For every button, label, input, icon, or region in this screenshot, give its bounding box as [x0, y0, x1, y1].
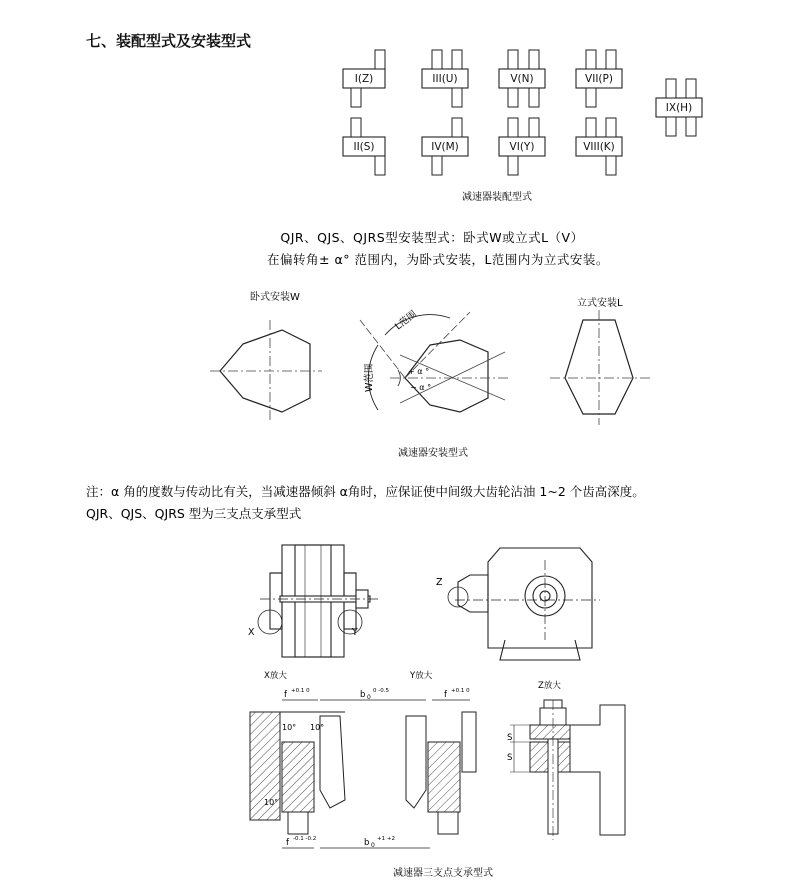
dim-f-top-2: f [444, 690, 447, 700]
x-zoom-label: X放大 [264, 671, 287, 681]
assembly-label-7: VI(Y) [509, 141, 535, 153]
dim-b-bottom-tol: +1 +2 [377, 836, 395, 842]
label-x: X [248, 627, 255, 638]
label-z: Z [436, 577, 443, 588]
install-label-w: 卧式安装W [250, 292, 300, 303]
install-caption: 减速器安装型式 [398, 448, 468, 459]
dim-b-top-sub: 0 [367, 694, 371, 701]
s-label-2: S [507, 753, 513, 763]
range-w-label: W范围 [364, 363, 375, 392]
assembly-label-3: V(N) [510, 73, 534, 85]
note-line-2: QJR、QJS、QJRS 型为三支点支承型式 [86, 506, 302, 521]
z-detail-drawing [510, 700, 625, 840]
support-front-view [448, 548, 600, 660]
assembly-label-9: IX(H) [665, 102, 693, 114]
angle-label-1: 10° [282, 723, 297, 732]
assembly-label-4: VII(P) [585, 73, 613, 85]
angle-label-3: 10° [264, 798, 279, 807]
dim-f-bottom-tol: -0.1 -0.2 [293, 836, 317, 842]
dim-b-bottom: b [364, 838, 370, 848]
s-label-1: S [507, 733, 513, 743]
assembly-label-8: VIII(K) [583, 141, 615, 153]
install-line-1: QJR、QJS、QJRS型安装型式：卧式W或立式L（V） [280, 230, 584, 245]
install-label-l: 立式安装L [577, 298, 623, 309]
minus-alpha-label: − α ° [410, 383, 432, 392]
dim-f-top-tol: +0.1 0 [291, 688, 310, 694]
dim-f-top: f [284, 690, 287, 700]
note-line-1: 注：α 角的度数与传动比有关，当减速器倾斜 α角时，应保证使中间级大齿轮沾油 1~2 个齿高深度。 [86, 484, 645, 499]
assembly-label-6: IV(M) [431, 141, 459, 153]
angle-label-2: 10° [310, 723, 325, 732]
assembly-label-2: III(U) [432, 73, 458, 85]
dim-f-bottom: f [286, 838, 289, 848]
dim-b-top: b [360, 690, 366, 700]
dim-f-top-2-tol: +0.1 0 [451, 688, 470, 694]
vertical-mount-drawing [550, 310, 650, 425]
tilt-range-drawing [360, 308, 510, 412]
assembly-label-5: II(S) [353, 141, 375, 153]
range-l-label: L范围 [393, 308, 419, 333]
support-caption: 减速器三支点支承型式 [393, 868, 493, 879]
horizontal-mount-drawing [210, 320, 322, 420]
install-line-2: 在偏转角± α° 范围内，为卧式安装，L范围内为立式安装。 [267, 252, 609, 267]
assembly-caption: 减速器装配型式 [462, 192, 532, 203]
dim-b-top-tol: 0 -0.5 [373, 688, 389, 694]
plus-alpha-label: + α ° [408, 367, 430, 376]
y-zoom-label: Y放大 [410, 671, 433, 681]
assembly-label-1: I(Z) [354, 73, 374, 85]
dim-b-bottom-sub: 0 [371, 842, 375, 849]
label-y: Y [352, 627, 358, 638]
section-heading: 七、装配型式及安装型式 [86, 32, 252, 50]
support-side-view [258, 545, 380, 657]
z-zoom-label: Z放大 [538, 681, 561, 691]
